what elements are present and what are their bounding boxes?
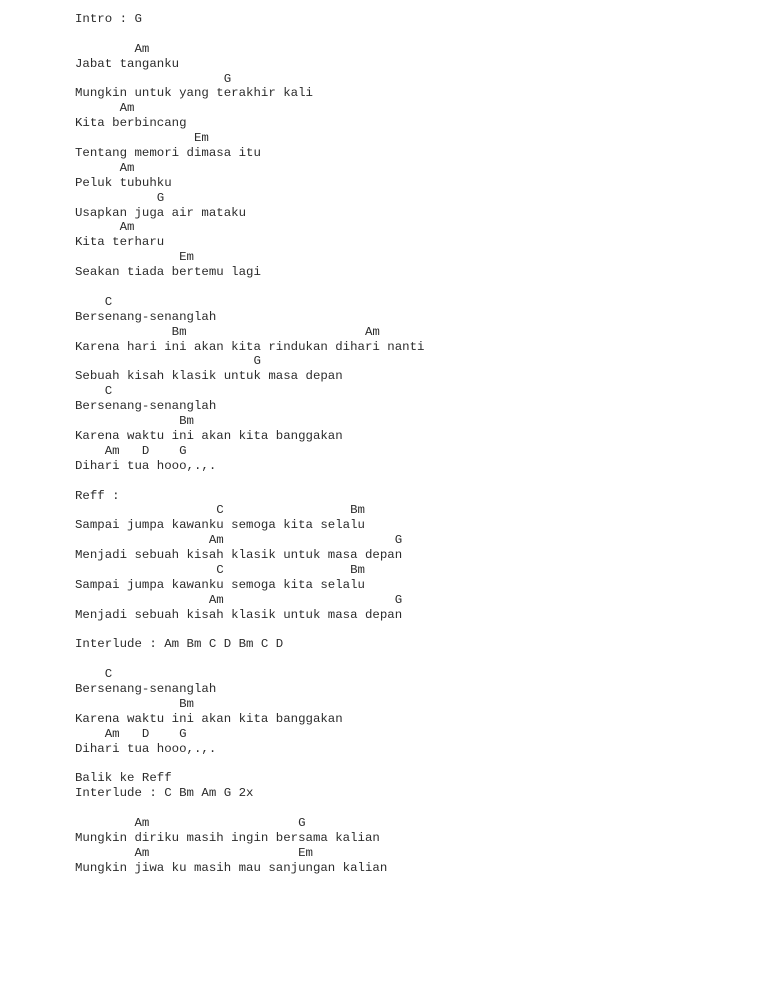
sheet-line [75, 474, 755, 489]
sheet-line: Am G [75, 533, 403, 548]
sheet-line: G [75, 190, 165, 205]
sheet-line [75, 801, 755, 816]
sheet-line: Jabat tanganku [75, 56, 180, 71]
sheet-line: Am [75, 220, 135, 235]
sheet-line: Seakan tiada bertemu lagi [75, 265, 261, 280]
sheet-line: Karena waktu ini akan kita banggakan [75, 711, 343, 726]
sheet-line: Karena hari ini akan kita rindukan dihari nanti [75, 339, 425, 354]
sheet-line: Karena waktu ini akan kita banggakan [75, 428, 343, 443]
sheet-line [75, 757, 755, 772]
sheet-line: Mungkin diriku masih ingin bersama kalian [75, 830, 380, 845]
sheet-line: Reff : [75, 488, 120, 503]
sheet-line: Am G [75, 592, 403, 607]
sheet-line: Am [75, 160, 135, 175]
sheet-line: Peluk tubuhku [75, 175, 172, 190]
sheet-line: Bm [75, 414, 194, 429]
sheet-line: G [75, 71, 232, 86]
sheet-line: Usapkan juga air mataku [75, 205, 247, 220]
sheet-line: Am [75, 41, 150, 56]
sheet-line: Em [75, 250, 194, 265]
sheet-line: Sampai jumpa kawanku semoga kita selalu [75, 577, 365, 592]
sheet-line: Sampai jumpa kawanku semoga kita selalu [75, 518, 365, 533]
sheet-line: Am G [75, 816, 306, 831]
sheet-line: Dihari tua hooo,.,. [75, 741, 217, 756]
sheet-line [75, 27, 755, 42]
sheet-line: Mungkin untuk yang terakhir kali [75, 86, 313, 101]
sheet-line: Am [75, 101, 135, 116]
sheet-line: C Bm [75, 503, 365, 518]
sheet-line: Kita terharu [75, 235, 165, 250]
sheet-line: Am D G [75, 726, 187, 741]
sheet-line: C [75, 384, 113, 399]
sheet-line: Menjadi sebuah kisah klasik untuk masa depan [75, 548, 403, 563]
sheet-line: Bm Am [75, 324, 380, 339]
sheet-line: Em [75, 131, 209, 146]
sheet-line: Interlude : Am Bm C D Bm C D [75, 637, 284, 652]
sheet-line: G [75, 354, 261, 369]
sheet-line: Bersenang-senanglah [75, 682, 217, 697]
sheet-line: C [75, 294, 113, 309]
sheet-line: Bersenang-senanglah [75, 309, 217, 324]
sheet-line: C [75, 667, 113, 682]
sheet-line: Mungkin jiwa ku masih mau sanjungan kalian [75, 860, 388, 875]
sheet-line: Menjadi sebuah kisah klasik untuk masa depan [75, 607, 403, 622]
sheet-line: Balik ke Reff [75, 771, 172, 786]
sheet-line: Bm [75, 696, 194, 711]
sheet-line [75, 652, 755, 667]
sheet-line: Dihari tua hooo,.,. [75, 458, 217, 473]
sheet-line: Sebuah kisah klasik untuk masa depan [75, 369, 343, 384]
sheet-line: Tentang memori dimasa itu [75, 146, 261, 161]
sheet-line: Am Em [75, 845, 313, 860]
sheet-line [75, 280, 755, 295]
sheet-line: Bersenang-senanglah [75, 399, 217, 414]
sheet-line: Am D G [75, 443, 187, 458]
sheet-line: Interlude : C Bm Am G 2x [75, 786, 254, 801]
chord-sheet [75, 12, 755, 876]
sheet-line: Intro : G [75, 12, 142, 26]
sheet-line: Kita berbincang [75, 116, 187, 131]
sheet-line [75, 623, 755, 638]
sheet-line: C Bm [75, 562, 365, 577]
